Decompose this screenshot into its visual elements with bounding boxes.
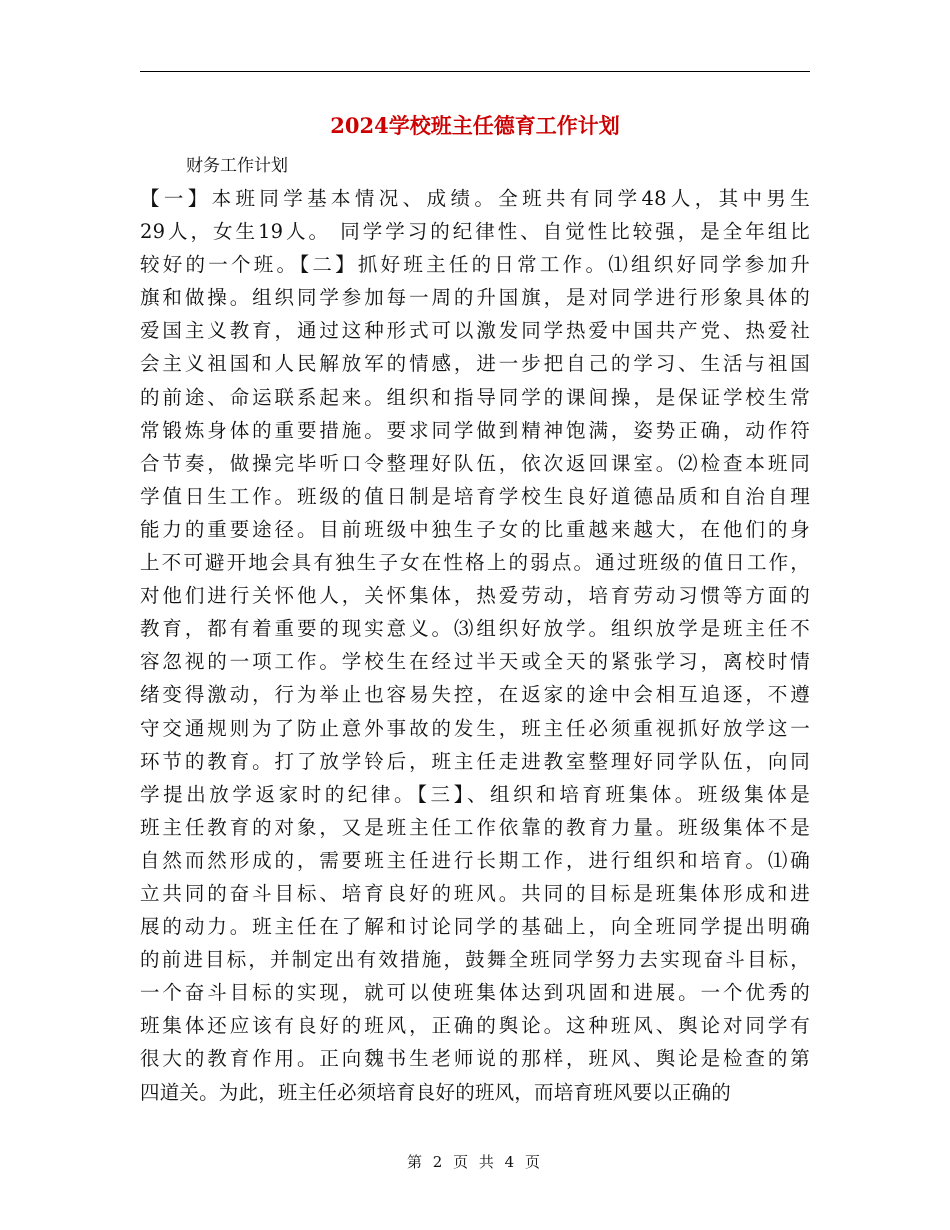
body-line: 教育，都有着重要的现实意义。⑶组织好放学。组织放学是班主任不	[140, 617, 810, 641]
body-line: 绪变得激动，行为举止也容易失控，在返家的途中会相互追逐，不遵	[140, 683, 810, 707]
body-line: 自然而然形成的，需要班主任进行长期工作，进行组织和培育。⑴确	[140, 848, 810, 872]
body-line: 立共同的奋斗目标、培育良好的班风。共同的目标是班集体形成和进	[140, 881, 810, 905]
body-line: 学提出放学返家时的纪律。【三】、组织和培育班集体。班级集体是	[140, 782, 810, 806]
body-line: 爱国主义教育，通过这种形式可以激发同学热爱中国共产党、热爱社	[140, 319, 810, 343]
body-line: 能力的重要途径。目前班级中独生子女的比重越来越大，在他们的身	[140, 517, 810, 541]
body-text	[140, 182, 810, 1109]
body-line: 学值日生工作。班级的值日制是培育学校生良好道德品质和自治自理	[140, 484, 810, 508]
body-line: 很大的教育作用。正向魏书生老师说的那样，班风、舆论是检查的第	[140, 1047, 810, 1071]
body-line: 一个奋斗目标的实现，就可以使班集体达到巩固和进展。一个优秀的	[140, 981, 810, 1005]
document-title: 2024学校班主任德育工作计划	[330, 113, 620, 138]
body-line: 上不可避开地会具有独生子女在性格上的弱点。通过班级的值日工作，	[140, 551, 810, 575]
body-line: 常锻炼身体的重要措施。要求同学做到精神饱满，姿势正确，动作符	[140, 418, 810, 442]
body-line: 29人，女生19人。 同学学习的纪律性、自觉性比较强，是全年组比	[140, 220, 810, 244]
body-line: 容忽视的一项工作。学校生在经过半天或全天的紧张学习，离校时情	[140, 650, 810, 674]
document-subtitle: 财务工作计划	[186, 156, 288, 176]
body-line: 班主任教育的对象，又是班主任工作依靠的教育力量。班级集体不是	[140, 815, 810, 839]
body-line: 环节的教育。打了放学铃后，班主任走进教室整理好同学队伍，向同	[140, 749, 810, 773]
body-line: 展的动力。班主任在了解和讨论同学的基础上，向全班同学提出明确	[140, 915, 810, 939]
body-line: 守交通规则为了防止意外事故的发生，班主任必须重视抓好放学这一	[140, 716, 810, 740]
body-line: 的前途、命运联系起来。组织和指导同学的课间操，是保证学校生常	[140, 385, 810, 409]
body-line: 四道关。为此，班主任必须培育良好的班风，而培育班风要以正确的	[140, 1080, 732, 1104]
body-line: 班集体还应该有良好的班风，正确的舆论。这种班风、舆论对同学有	[140, 1014, 810, 1038]
header-rule	[140, 71, 810, 72]
page-footer: 第 2 页 共 4 页	[407, 1153, 543, 1171]
body-line: 较好的一个班。【二】抓好班主任的日常工作。⑴组织好同学参加升	[140, 253, 810, 277]
body-line: 合节奏，做操完毕听口令整理好队伍，依次返回课室。⑵检查本班同	[140, 451, 810, 475]
body-line: 的前进目标，并制定出有效措施，鼓舞全班同学努力去实现奋斗目标，	[140, 948, 810, 972]
body-line: 【一】本班同学基本情况、成绩。全班共有同学48人，其中男生	[140, 187, 810, 210]
body-line: 旗和做操。组织同学参加每一周的升国旗，是对同学进行形象具体的	[140, 286, 810, 310]
body-line: 对他们进行关怀他人，关怀集体，热爱劳动，培育劳动习惯等方面的	[140, 584, 810, 608]
body-line: 会主义祖国和人民解放军的情感，进一步把自己的学习、生活与祖国	[140, 352, 810, 376]
